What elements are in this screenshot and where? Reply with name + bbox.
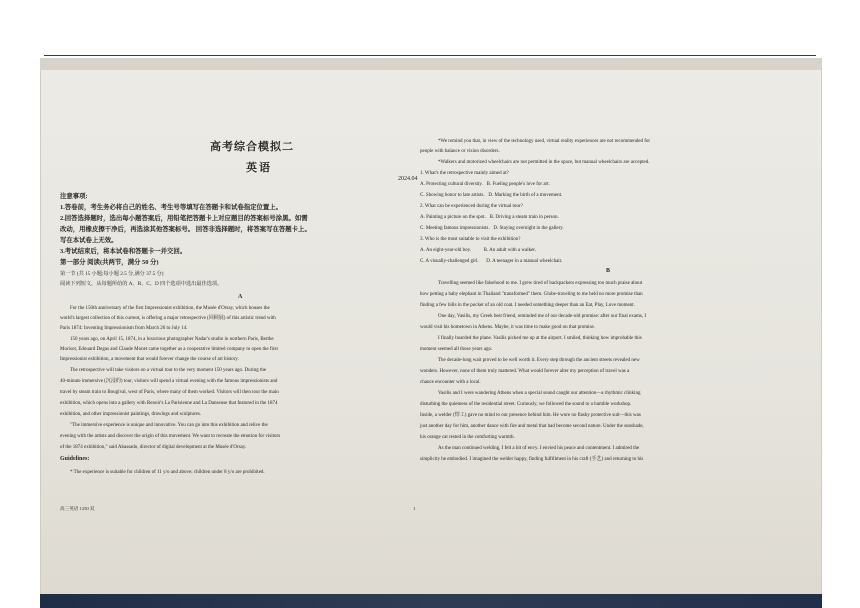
passage-b-label: B (606, 268, 611, 274)
passage-b-line: simplicity he embodied. I imagined the welder happy, finding fulfillment in his craft (手艺) and returning to his (420, 457, 644, 462)
top-divider-line (44, 55, 816, 56)
exam-title: 高考综合模拟二 (210, 141, 294, 153)
passage-b-line: Vasilis and I were wandering Athens when a special sound caught our attention—a rhythmic clinking (438, 391, 641, 396)
passage-a-line: of the 1874 exhibition," said Abassado, director of digital development at the Musée d'Orsay. (60, 445, 247, 450)
passage-b-line: finding a few bills in the pocket of an old coat. I needed something deeper than an Eat, Play, Love moment. (420, 303, 635, 308)
passage-a-line: The retrospective will take visitors on a virtual tour to the very moment 150 years ago. During the (70, 368, 267, 373)
passage-b-line: chance encounter with a local. (420, 380, 481, 385)
question-options: A. Painting a picture on the spot. B. Driving a steam train in person. (420, 215, 559, 220)
question-stem: 2. What can be experienced during the virtual tour? (420, 204, 523, 209)
question-stem: 1. What's the retrospective mainly aimed at? (420, 171, 509, 176)
question-options: C. Showing honor to late artists. D. Marking the birth of a movement. (420, 193, 563, 198)
guideline-item: people with balance or vision disorders. (420, 149, 500, 154)
passage-b-line: how petting a baby elephant in Thailand "transformed" them. Globe-traveling to me held no more promise than (420, 292, 643, 297)
desk-edge-shadow (40, 594, 822, 608)
passage-b-line: The decade-long wait proved to be well worth it. Every step through the ancient streets revealed new (438, 358, 640, 363)
notice-line: 改动，用橡皮擦干净后，再选涂其他答案标号。 回答非选择题时，将答案写在答题卡上。 (60, 226, 311, 233)
passage-a-line: exhibition, and other impressionist paintings, drawings and sculptures. (60, 412, 202, 417)
guideline-item: *Walkers and motorized wheelchairs are not permitted in the space, but manual wheelchairs are accepted. (438, 160, 650, 165)
passage-b-line: disturbing the quietness of the residential street. Curiously, we followed the sound to a humble workshop. (420, 402, 632, 407)
passage-a-line: 40-minute immersive (沉浸的) tour, visitors will spend a virtual evening with the famous impressionists and (60, 379, 278, 384)
passage-b-line: his orange cat rested in the comforting warmth. (420, 435, 515, 440)
notice-heading: 注意事项: (60, 193, 88, 200)
paper-top-shadow (40, 58, 822, 70)
part-heading: 第一部分 阅读(共两节，满分 50 分) (60, 259, 159, 266)
passage-b-line: Travelling seemed like falsehood to me. I grew tired of backpackers expressing too much praise about (438, 281, 643, 286)
passage-a-line: world's largest collection of this current, is offering a major retrospective (回顾展) of this artistic trend with (60, 316, 276, 321)
passage-a-line: Paris 1874: Inventing Impressionism from March 26 to July 14. (60, 326, 188, 331)
question-options: A. Protecting cultural diversity. B. Fueling people's love for art. (420, 182, 550, 187)
page-number: 1 (413, 506, 416, 511)
passage-a-line: travel by steam train to Bougival, west of Paris, where many of them worked. Visitors will then tour the main (60, 390, 279, 395)
passage-b-line: moment seemed all those years ago. (420, 347, 493, 352)
passage-a-line: Morisot, Edouard Degas and Claude Monet came together as a cooperative limited company to open the first (60, 347, 278, 352)
exam-paper-photo (40, 58, 822, 608)
passage-b-line: just another day for him, another dance with fire and metal that had become second nature. Under the sunshade, (420, 424, 644, 429)
passage-b-line: would visit his hometown in Athens. Maybe, it was time to make good on that promise. (420, 325, 595, 330)
question-options: C. A visually-challenged girl. D. A teenager in a manual wheelchair. (420, 259, 563, 264)
passage-b-line: Inside, a welder (焊工) gave no mind to our presence behind him. He wore no flashy protective suit—this was (420, 413, 641, 418)
reading-instruction: 阅读下列短文，从每题所给的 A、B、C、D 四个选项中选出最佳选项。 (60, 281, 223, 287)
passage-a-line: Impressionist exhibition, a movement that would forever change the course of art history. (60, 357, 239, 362)
passage-a-line: For the 150th anniversary of the first Impressionist exhibition, the Musée d'Orsay, which houses the (70, 306, 270, 311)
passage-b-line: As the man continued welding, I felt a bit of envy. I envied his peace and contentment. I admired the (438, 446, 640, 451)
notice-line: 3.考试结束后，将本试卷和答题卡一并交回。 (60, 248, 187, 255)
passage-a-line: evening with the artists and discover the origin of this movement. We want to recreate the emotion for visitors (60, 434, 281, 439)
passage-a-line: exhibition, which opens into a gallery with Renoir's La Parisienne and La Danseuse that featured in the 1874 (60, 401, 278, 406)
subsection-heading: 第一节 (共 15 小题;每小题 2.5 分,满分 37.5 分) (60, 271, 164, 277)
passage-a-label: A (238, 294, 243, 300)
notice-line: 写在本试卷上无效。 (60, 237, 118, 244)
subject-title: 英语 (246, 162, 272, 174)
passage-b-line: I finally boarded the plane. Vasilis picked me up at the airport. I smiled, thinking how improbable this (438, 336, 642, 341)
question-options: A. An eight-year-old boy. B. An adult with a walker. (420, 248, 536, 253)
guideline-item: *We remind you that, in view of the technology used, virtual reality experiences are not recommended for (438, 139, 651, 144)
guidelines-heading: Guidelines: (60, 456, 90, 462)
passage-b-line: One day, Vasilis, my Greek best friend, reminded me of our decade-old promise: after our final exams, I (438, 314, 646, 319)
question-stem: 3. Who is the most suitable to visit the exhibition? (420, 237, 521, 242)
passage-a-line: "The immersive experience is unique and innovative. You can go into this exhibition and relive the (70, 423, 268, 428)
passage-a-line: 150 years ago, on April 15, 1874, in a luxurious photographer Nadar's studio in northern Paris, Berthe (70, 337, 274, 342)
notice-line: 2.回答选择题时，选出每小题答案后，用铅笔把答题卡上对应题目的答案标号涂黑。如需 (60, 215, 308, 222)
footer-code: 高三英语 1250 双 (60, 506, 95, 511)
notice-line: 1.答卷前，考生务必将自己的姓名、考生号等填写在答题卡和试卷指定位置上。 (60, 204, 283, 211)
guideline-item: * The experience is suitable for children of 11 y/o and above; children under 8 y/o are prohibited. (70, 470, 265, 475)
exam-date: 2024.04 (398, 176, 418, 182)
passage-b-line: wonders. However, none of them truly mattered. What would forever alter my perception of travel was a (420, 369, 630, 374)
question-options: C. Meeting famous impressionists. D. Staying overnight in the gallery. (420, 226, 564, 231)
